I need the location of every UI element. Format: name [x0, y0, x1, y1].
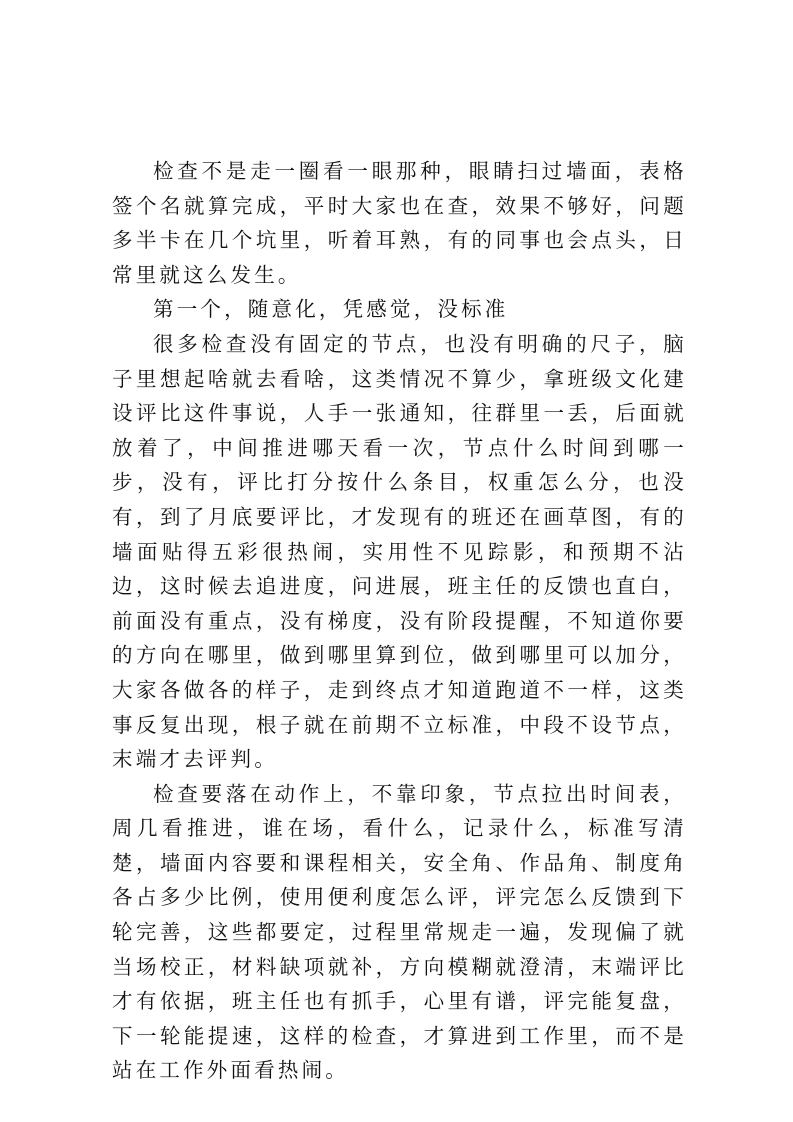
- paragraph-conclusion: 检查要落在动作上，不靠印象，节点拉出时间表，周几看推进，谁在场，看什么，记录什么，标准写清楚，墙面内容要和课程相关，安全角、作品角、制度角各占多少比例，使用便利度怎么评，评完怎么反馈到下轮完善，这些都要定，过程里常规走一遍，发现偏了就当场校正，材料缺项就补，方向模糊就澄清，末端评比才有依据，班主任也有抓手，心里有谱，评完能复盘，下一轮能提速，这样的检查，才算进到工作里，而不是站在工作外面看热闹。: [112, 781, 687, 1083]
- paragraph-intro: 检查不是走一圈看一眼那种，眼睛扫过墙面，表格签个名就算完成，平时大家也在查，效果不够好，问题多半卡在几个坑里，听着耳熟，有的同事也会点头，日常里就这么发生。: [112, 159, 687, 287]
- section-heading: 第一个，随意化，凭感觉，没标准: [153, 297, 509, 322]
- paragraph-example: 很多检查没有固定的节点，也没有明确的尺子，脑子里想起啥就去看啥，这类情况不算少，拿班级文化建设评比这件事说，人手一张通知，往群里一丢，后面就放着了，中间推进哪天看一次，节点什么时间到哪一步，没有，评比打分按什么条目，权重怎么分，也没有，到了月底要评比，才发现有的班还在画草图，有的墙面贴得五彩很热闹，实用性不见踪影，和预期不沾边，这时候去追进度，问进展，班主任的反馈也直白，前面没有重点，没有梯度，没有阶段提醒，不知道你要的方向在哪里，做到哪里算到位，做到哪里可以加分，大家各做各的样子，走到终点才知道跑道不一样，这类事反复出现，根子就在前期不立标准，中段不设节点，末端才去评判。: [112, 331, 687, 772]
- document-body: [112, 154, 687, 1088]
